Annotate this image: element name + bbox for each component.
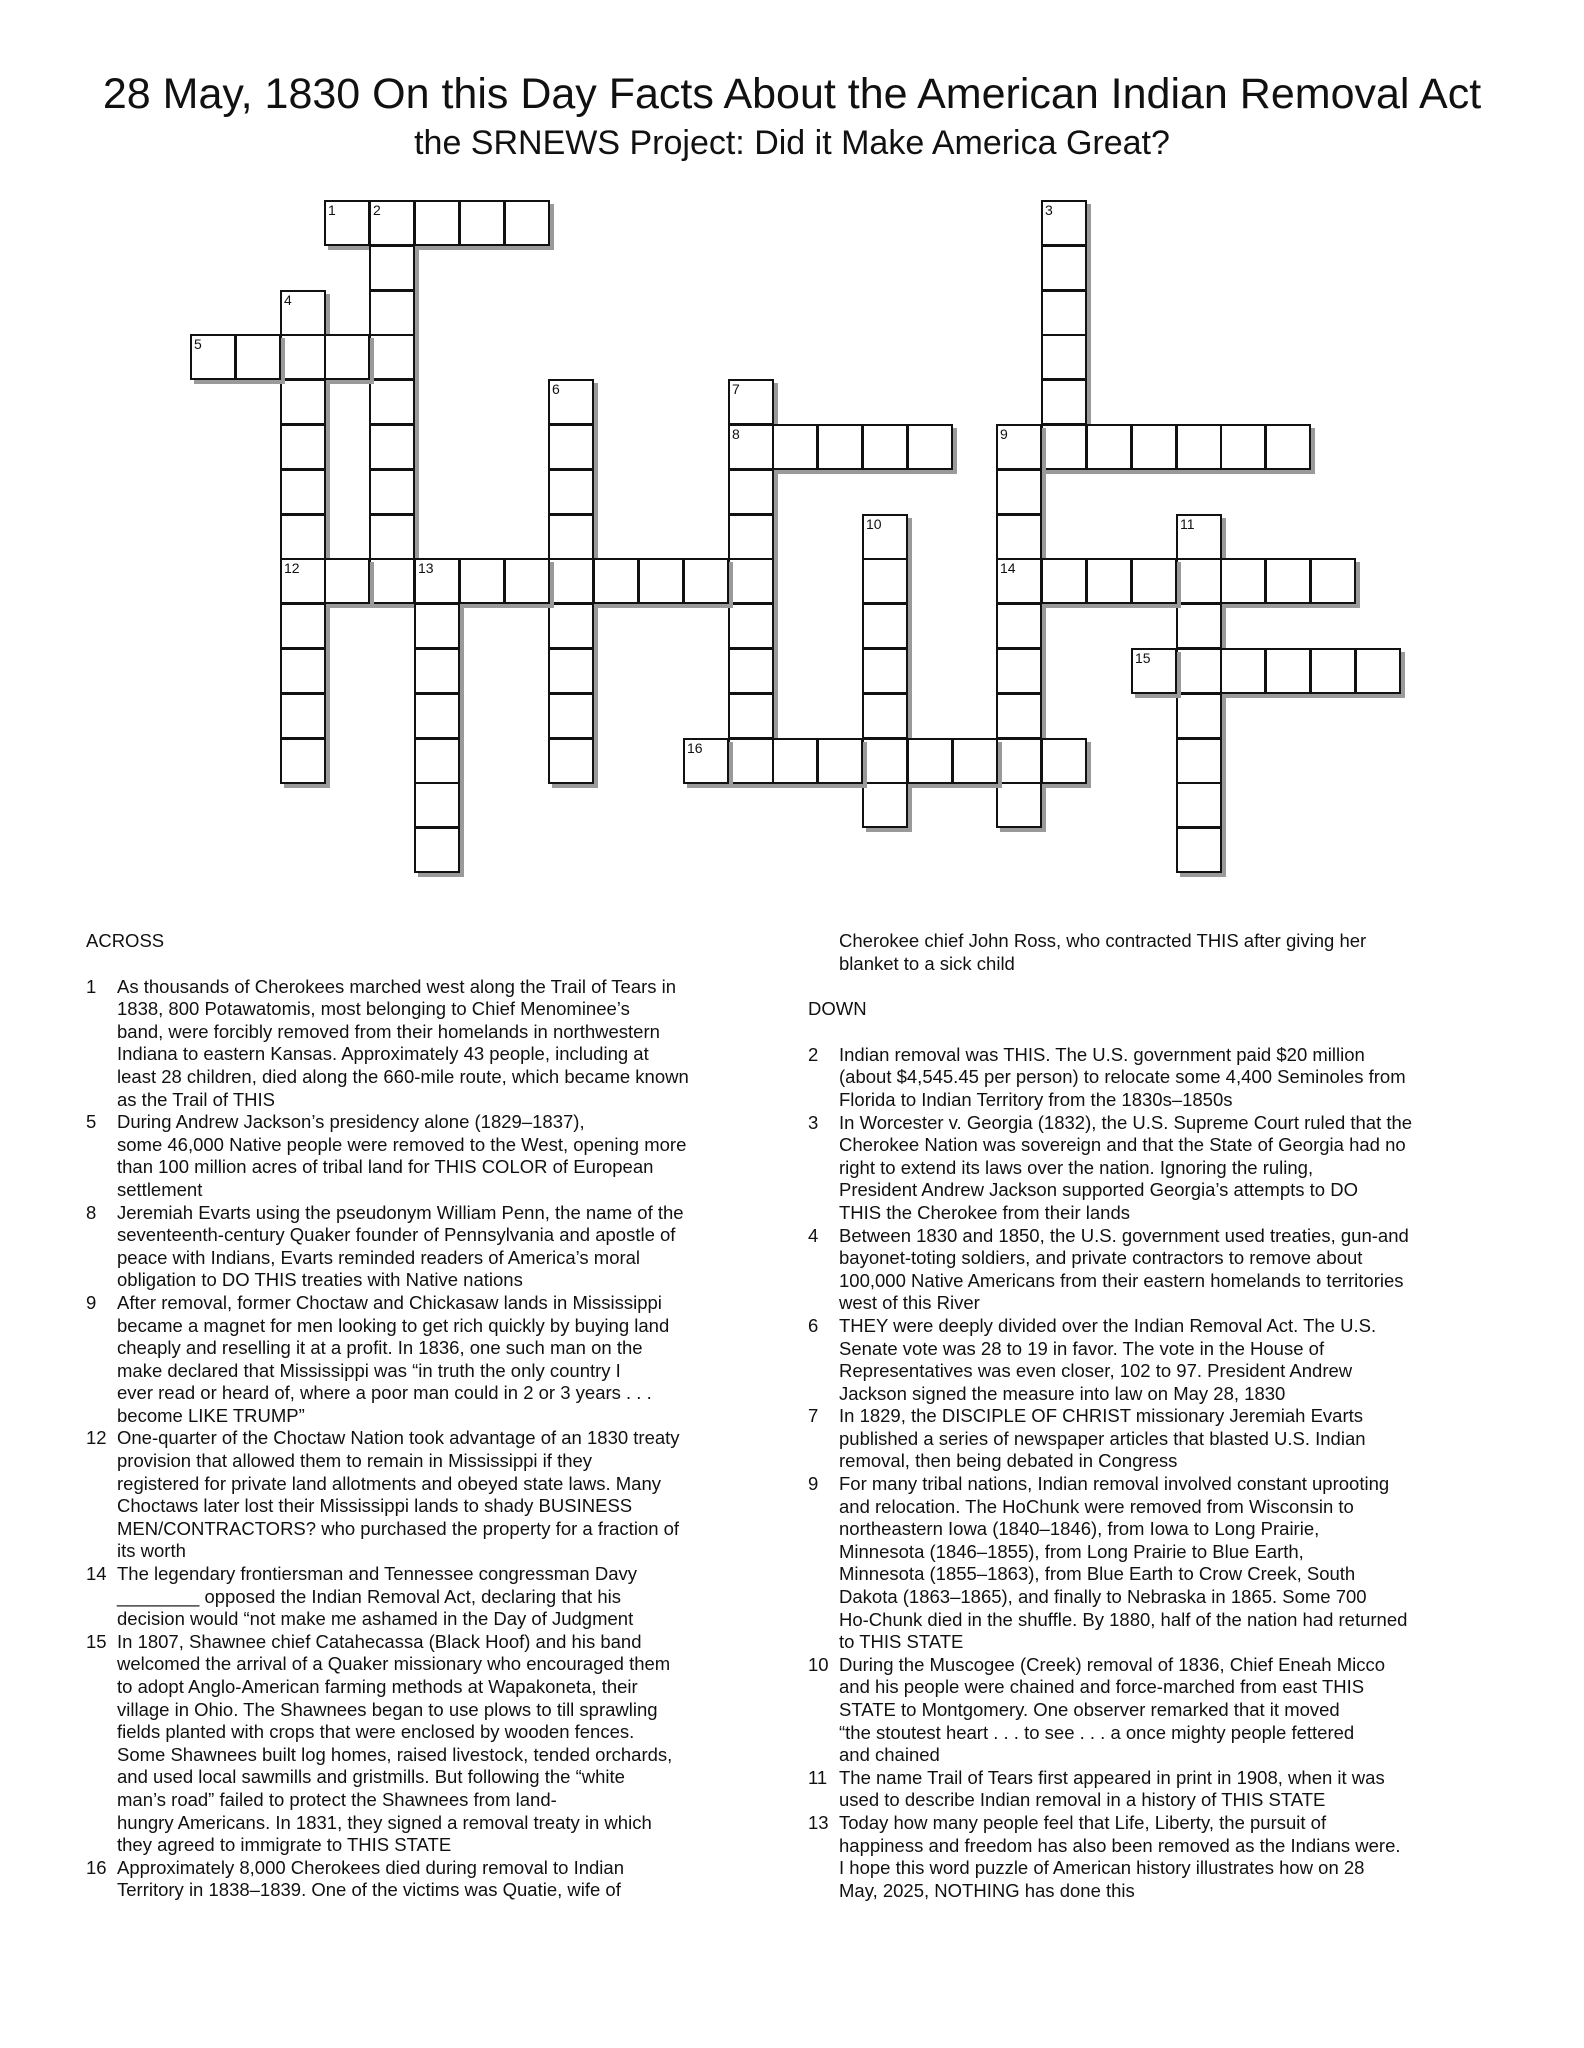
puzzle-title: 28 May, 1830 On this Day Facts About the American Indian Removal Act — [102, 70, 1482, 118]
clue-number-label: 12 — [86, 1427, 107, 1449]
grid-cell[interactable] — [952, 738, 998, 784]
grid-cell[interactable] — [817, 424, 863, 470]
clue-item — [808, 1405, 1488, 1473]
grid-cell[interactable] — [1041, 334, 1087, 380]
clue-number-label: 13 — [808, 1811, 829, 1833]
clue-text: Today how many people feel that Life, Liberty, the pursuit of happiness and freedom has also been removed as the Indians were. I hope this word puzzle of American history illustrates how on 28 May, 2025, NOTHING has done this — [839, 1811, 1401, 1901]
grid-cell[interactable] — [996, 738, 1042, 784]
clue-text: One-quarter of the Choctaw Nation took advantage of an 1830 treaty provision that allowed them to remain in Mississippi if they registered for private land allotments and obeyed state laws. Many Choctaws later lost their Mississippi lands to shady BUSINESS MEN/CONTRACTORS? who purchased the property for a fraction of its worth — [117, 1427, 680, 1562]
clue-item — [808, 1112, 1488, 1225]
grid-cell[interactable] — [414, 603, 460, 649]
clue-item — [808, 1812, 1488, 1902]
grid-cell[interactable] — [862, 603, 908, 649]
grid-cell[interactable] — [369, 245, 415, 291]
grid-cell[interactable] — [414, 693, 460, 739]
grid-cell[interactable] — [1176, 827, 1222, 873]
grid-cell[interactable] — [996, 514, 1042, 560]
grid-cell[interactable] — [862, 514, 908, 560]
grid-cell[interactable] — [280, 424, 326, 470]
grid-cell[interactable] — [235, 334, 281, 380]
grid-cell[interactable] — [907, 738, 953, 784]
grid-cell[interactable] — [1176, 648, 1222, 694]
grid-cell[interactable] — [862, 693, 908, 739]
grid-cell[interactable] — [190, 334, 236, 380]
grid-cell[interactable] — [728, 693, 774, 739]
down-heading: DOWN — [808, 998, 867, 1020]
clue-item — [808, 1225, 1488, 1315]
grid-cell[interactable] — [1041, 558, 1087, 604]
clue-text: Indian removal was THIS. The U.S. government paid $20 million (about $4,545.45 per person) to relocate some 4,400 Seminoles from Florida to Indian Territory from the 1830s–1850s — [839, 1043, 1406, 1110]
clue-number-label: 11 — [808, 1766, 828, 1788]
clue-item — [86, 1111, 754, 1201]
grid-cell[interactable] — [728, 379, 774, 425]
grid-cell[interactable] — [1131, 648, 1177, 694]
grid-cell[interactable] — [459, 200, 505, 246]
grid-cell[interactable] — [1220, 648, 1266, 694]
clue-text: THEY were deeply divided over the Indian Removal Act. The U.S. Senate vote was 28 to 19 in favor. The vote in the House of Representatives was even closer, 102 to 97. President Andrew Jackson signed the measure into law on May 28, 1830 — [839, 1314, 1377, 1404]
grid-cell[interactable] — [414, 648, 460, 694]
clue-text-continued: Cherokee chief John Ross, who contracted THIS after giving her blanket to a sick child — [839, 930, 1367, 974]
clue-text: For many tribal nations, Indian removal involved constant uprooting and relocation. The HoChunk were removed from Wisconsin to northeastern Iowa (1840–1846), from Iowa to Long Prairie, Minnesota (1846–1855), from Long Prairie to Blue Earth, Minnesota (1855–1863), from Blue Earth to Crow Creek, South Dakota (1863–1865), and finally to Nebraska in 1865. Some 700 Ho-Chunk died in the shuffle. By 1880, half of the nation had returned to THIS STATE — [839, 1473, 1408, 1653]
grid-cell[interactable] — [459, 558, 505, 604]
grid-cell[interactable] — [414, 558, 460, 604]
clue-number: 7 — [732, 381, 740, 397]
clue-number-label: 16 — [86, 1856, 107, 1878]
down-clue-list — [808, 1044, 1488, 1903]
grid-cell[interactable] — [728, 469, 774, 515]
clue-text: The legendary frontiersman and Tennessee congressman Davy ________ opposed the Indian Removal Act, declaring that his decision would “not make me ashamed in the Day of Judgment — [117, 1563, 638, 1630]
clue-number-label: 1 — [86, 975, 97, 997]
clue-text: As thousands of Cherokees marched west along the Trail of Tears in 1838, 800 Potawatomis, most belonging to Chief Menominee’s band, were forcibly removed from their homelands in northwestern Indiana to eastern Kansas. Approximately 43 people, including at least 28 children, died along the 660-mile route, which became known as the Trail of THIS — [117, 975, 689, 1110]
clue-number: 6 — [552, 381, 560, 397]
grid-cell[interactable] — [548, 738, 594, 784]
clue-number-label: 6 — [808, 1314, 819, 1336]
grid-cell[interactable] — [907, 424, 953, 470]
grid-cell[interactable] — [369, 469, 415, 515]
clue-item — [86, 1292, 754, 1428]
grid-cell[interactable] — [280, 334, 326, 380]
clue-item — [808, 1473, 1488, 1654]
clue-item — [86, 1857, 754, 1902]
clue-number: 15 — [1135, 650, 1151, 666]
grid-cell[interactable] — [1355, 648, 1401, 694]
clue-number: 12 — [284, 560, 300, 576]
grid-cell[interactable] — [1310, 558, 1356, 604]
clue-number-label: 5 — [86, 1111, 97, 1133]
clue-number-label: 2 — [808, 1043, 819, 1065]
grid-cell[interactable] — [862, 648, 908, 694]
clue-number: 3 — [1045, 202, 1053, 218]
clue-text: In 1829, the DISCIPLE OF CHRIST missionary Jeremiah Evarts published a series of newspaper articles that blasted U.S. Indian removal, then being debated in Congress — [839, 1405, 1366, 1472]
clue-text: During the Muscogee (Creek) removal of 1836, Chief Eneah Micco and his people were chained and force-marched from east THIS STATE to Montgomery. One observer remarked that it moved “the stoutest heart . . . to see . . . a once mighty people fettered and chained — [839, 1653, 1386, 1766]
grid-cell[interactable] — [548, 424, 594, 470]
across-clue-list — [86, 976, 754, 1902]
across-clue-16-continued — [808, 930, 1488, 975]
clue-item — [86, 1563, 754, 1631]
grid-cell[interactable] — [1265, 424, 1311, 470]
grid-cell[interactable] — [369, 424, 415, 470]
grid-cell[interactable] — [280, 469, 326, 515]
grid-cell[interactable] — [683, 738, 729, 784]
grid-cell[interactable] — [1086, 424, 1132, 470]
clue-text: Approximately 8,000 Cherokees died during removal to Indian Territory in 1838–1839. One of the victims was Quatie, wife of — [117, 1856, 624, 1901]
grid-cell[interactable] — [817, 738, 863, 784]
clue-item — [808, 1315, 1488, 1405]
grid-cell[interactable] — [638, 558, 684, 604]
grid-cell[interactable] — [1176, 424, 1222, 470]
grid-cell[interactable] — [1220, 424, 1266, 470]
clue-number: 13 — [418, 560, 434, 576]
clue-item — [808, 1654, 1488, 1767]
grid-cell[interactable] — [1176, 693, 1222, 739]
clue-number: 8 — [732, 426, 740, 442]
grid-cell[interactable] — [280, 693, 326, 739]
clue-number: 1 — [328, 202, 336, 218]
grid-cell[interactable] — [548, 379, 594, 425]
grid-cell[interactable] — [414, 738, 460, 784]
clue-text: Between 1830 and 1850, the U.S. government used treaties, gun-and bayonet-toting soldiers, and private contractors to remove about 100,000 Native Americans from their eastern homelands to territories west of this River — [839, 1224, 1409, 1314]
across-clues — [86, 930, 754, 1902]
grid-cell[interactable] — [862, 558, 908, 604]
grid-cell[interactable] — [280, 379, 326, 425]
clue-item — [86, 1631, 754, 1857]
clue-text: During Andrew Jackson’s presidency alone (1829–1837), some 46,000 Native people were removed to the West, opening more than 100 million acres of tribal land for THIS COLOR of European settlement — [117, 1111, 687, 1200]
grid-cell[interactable] — [1310, 648, 1356, 694]
grid-cell[interactable] — [280, 514, 326, 560]
grid-cell[interactable] — [1176, 514, 1222, 560]
grid-cell[interactable] — [548, 648, 594, 694]
clue-number-label: 4 — [808, 1224, 819, 1246]
grid-cell[interactable] — [728, 648, 774, 694]
grid-cell[interactable] — [683, 558, 729, 604]
grid-cell[interactable] — [324, 558, 370, 604]
grid-cell[interactable] — [548, 469, 594, 515]
grid-cell[interactable] — [414, 827, 460, 873]
clue-number: 14 — [1000, 560, 1016, 576]
grid-cell[interactable] — [996, 648, 1042, 694]
grid-cell[interactable] — [1041, 245, 1087, 291]
clue-number-label: 9 — [86, 1291, 97, 1313]
grid-cell[interactable] — [280, 290, 326, 336]
grid-cell[interactable] — [504, 558, 550, 604]
grid-cell[interactable] — [369, 290, 415, 336]
grid-cell[interactable] — [1265, 648, 1311, 694]
grid-cell[interactable] — [548, 514, 594, 560]
clue-text: Jeremiah Evarts using the pseudonym William Penn, the name of the seventeenth-century Quaker founder of Pennsylvania and apostle of peace with Indians, Evarts reminded readers of America’s moral obligation to DO THIS treaties with Native nations — [117, 1201, 684, 1291]
clue-item — [86, 1202, 754, 1292]
clue-number-label: 9 — [808, 1473, 819, 1495]
grid-cell[interactable] — [1041, 200, 1087, 246]
grid-cell[interactable] — [996, 424, 1042, 470]
grid-cell[interactable] — [996, 469, 1042, 515]
clue-number-label: 3 — [808, 1111, 819, 1133]
grid-cell[interactable] — [862, 738, 908, 784]
grid-cell[interactable] — [996, 693, 1042, 739]
grid-cell[interactable] — [1176, 782, 1222, 828]
clue-number-label: 10 — [808, 1653, 829, 1675]
grid-cell[interactable] — [280, 648, 326, 694]
clue-number-label: 15 — [86, 1630, 107, 1652]
grid-cell[interactable] — [728, 603, 774, 649]
grid-cell[interactable] — [324, 334, 370, 380]
grid-cell[interactable] — [1086, 558, 1132, 604]
grid-cell[interactable] — [369, 558, 415, 604]
grid-cell[interactable] — [280, 603, 326, 649]
clue-item — [86, 1427, 754, 1563]
grid-cell[interactable] — [862, 424, 908, 470]
grid-cell[interactable] — [1176, 558, 1222, 604]
grid-cell[interactable] — [1265, 558, 1311, 604]
clue-number: 11 — [1180, 516, 1195, 532]
grid-cell[interactable] — [548, 693, 594, 739]
across-heading: ACROSS — [86, 930, 165, 951]
grid-cell[interactable] — [996, 558, 1042, 604]
grid-cell[interactable] — [324, 200, 370, 246]
clue-number-label: 7 — [808, 1405, 819, 1427]
clue-item — [86, 976, 754, 1112]
grid-cell[interactable] — [996, 603, 1042, 649]
grid-cell[interactable] — [862, 782, 908, 828]
clue-item — [808, 1044, 1488, 1112]
clue-number: 9 — [1000, 426, 1008, 442]
clue-number: 5 — [194, 336, 202, 352]
clue-text: In Worcester v. Georgia (1832), the U.S. Supreme Court ruled that the Cherokee Nation was sovereign and that the State of Georgia had no right to extend its laws over the nation. Ignoring the ruling, President Andrew Jackson supported Georgia’s attempts to DO THIS the Cherokee from their lands — [839, 1111, 1413, 1223]
grid-cell[interactable] — [1176, 738, 1222, 784]
grid-cell[interactable] — [369, 514, 415, 560]
grid-cell[interactable] — [548, 558, 594, 604]
grid-cell[interactable] — [369, 200, 415, 246]
grid-cell[interactable] — [1041, 738, 1087, 784]
grid-cell[interactable] — [504, 200, 550, 246]
grid-cell[interactable] — [593, 558, 639, 604]
grid-cell[interactable] — [1131, 424, 1177, 470]
clue-item — [808, 1767, 1488, 1812]
grid-cell[interactable] — [1041, 379, 1087, 425]
grid-cell[interactable] — [1041, 290, 1087, 336]
grid-cell[interactable] — [280, 558, 326, 604]
grid-cell[interactable] — [369, 379, 415, 425]
grid-cell[interactable] — [1041, 424, 1087, 470]
grid-cell[interactable] — [728, 558, 774, 604]
crossword-grid — [0, 0, 1584, 900]
grid-cell[interactable] — [728, 424, 774, 470]
grid-cell[interactable] — [772, 738, 818, 784]
grid-cell[interactable] — [369, 334, 415, 380]
grid-cell[interactable] — [728, 738, 774, 784]
down-clues — [808, 930, 1488, 1902]
grid-cell[interactable] — [1131, 558, 1177, 604]
grid-cell[interactable] — [548, 603, 594, 649]
puzzle-subtitle: the SRNEWS Project: Did it Make America Great? — [414, 124, 1170, 162]
clue-text: In 1807, Shawnee chief Catahecassa (Black Hoof) and his band welcomed the arrival of a Quaker missionary who encouraged them to adopt Anglo-American farming methods at Wapakoneta, their village in Ohio. The Shawnees began to use plows to till sprawling fields planted with crops that were enclosed by wooden fences. Some Shawnees built log homes, raised livestock, tended orchards, and used local sawmills and gristmills. But following the “white man’s road” failed to protect the Shawnees from land- hungry Americans. In 1831, they signed a removal treaty in which they agreed to immigrate to THIS STATE — [117, 1630, 673, 1856]
grid-cell[interactable] — [728, 514, 774, 560]
clue-number: 2 — [373, 202, 381, 218]
clue-text: After removal, former Choctaw and Chickasaw lands in Mississippi became a magnet for men looking to get rich quickly by buying land cheaply and reselling it at a profit. In 1836, one such man on the make declared that Mississippi was “in truth the only country I ever read or heard of, where a poor man could in 2 or 3 years . . . become LIKE TRUMP” — [117, 1291, 670, 1426]
grid-cell[interactable] — [414, 782, 460, 828]
clue-text: The name Trail of Tears first appeared in print in 1908, when it was used to describe Indian removal in a history of THIS STATE — [839, 1766, 1385, 1811]
clue-number: 4 — [284, 292, 292, 308]
clue-number: 10 — [866, 516, 882, 532]
grid-cell[interactable] — [996, 782, 1042, 828]
clue-number-label: 8 — [86, 1201, 97, 1223]
clue-number-label: 14 — [86, 1563, 107, 1585]
grid-cell[interactable] — [280, 738, 326, 784]
clue-number: 16 — [687, 740, 703, 756]
grid-cell[interactable] — [1220, 558, 1266, 604]
grid-cell[interactable] — [414, 200, 460, 246]
grid-cell[interactable] — [772, 424, 818, 470]
grid-cell[interactable] — [1176, 603, 1222, 649]
